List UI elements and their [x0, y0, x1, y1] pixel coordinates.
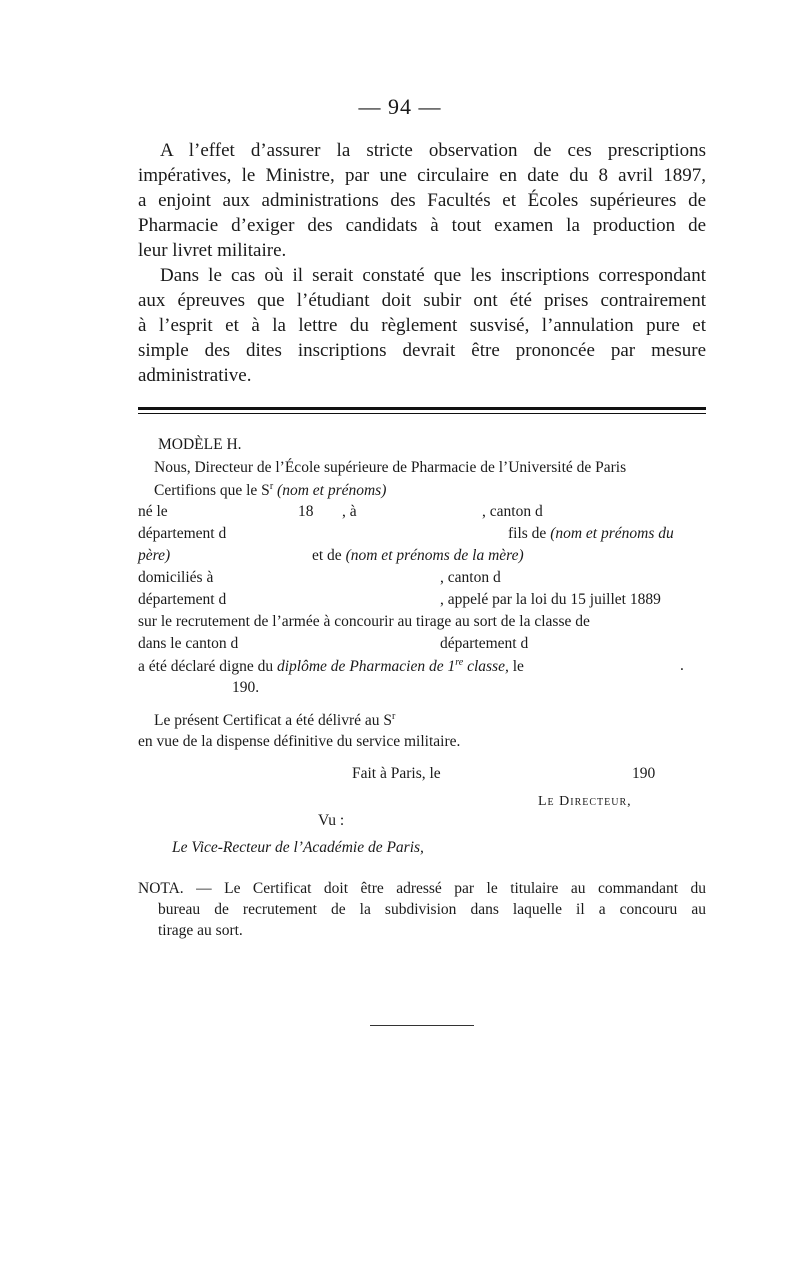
text: classe, [467, 658, 509, 676]
end-divider [370, 1025, 474, 1026]
signature-vice-recteur: Le Vice-Recteur de l’Académie de Paris, [172, 839, 424, 856]
form-field-mere [312, 547, 524, 565]
text-line: leur livret militaire. [138, 240, 287, 261]
form-field-18: 18 [298, 503, 314, 520]
text-line: impératives, le Ministre, par une circulaire en date du 8 avril 1897, [138, 165, 706, 186]
model-title: MODÈLE H. [158, 436, 242, 453]
form-fait-year: 190 [632, 765, 656, 782]
text: et de [312, 547, 342, 564]
text-line: aux épreuves que l’étudiant doit subir ont été prises contrairement [138, 290, 706, 311]
text-line: simple des dites inscriptions devrait être prononcée par mesure [138, 340, 706, 361]
form-field-departement-2: département d [138, 591, 227, 608]
form-field-departement: département d [138, 525, 227, 542]
form-field-appele: , appelé par la loi du 15 juillet 1889 [440, 591, 661, 608]
text-line: bureau de recrutement de la subdivision dans laquelle il a concouru au [158, 901, 706, 918]
signature-directeur: Le Directeur, [538, 794, 632, 809]
form-field-canton-3: dans le canton d [138, 635, 239, 652]
text: (nom et prénoms) [277, 482, 387, 500]
form-line-recrutement: sur le recrutement de l’armée à concourir au tirage au sort de la classe de [138, 613, 590, 630]
form-dot: . [680, 657, 684, 674]
text: re [455, 657, 464, 668]
vu-label: Vu : [318, 812, 345, 829]
text-line: a enjoint aux administrations des Facultés et Écoles supérieures de [138, 190, 706, 211]
form-field-domicilies: domiciliés à [138, 569, 214, 586]
form-field-a: , à [342, 503, 357, 520]
form-line-nous: Nous, Directeur de l’École supérieure de Pharmacie de l’Université de Paris [154, 459, 627, 476]
form-fait-a-paris: Fait à Paris, le [352, 765, 441, 782]
nota-block [138, 878, 706, 941]
form-line-vue: en vue de la dispense définitive du service militaire. [138, 733, 461, 750]
text: diplôme de Pharmacien de 1 [277, 658, 456, 676]
text: Certifions que le S [154, 482, 270, 500]
text: r [392, 711, 396, 722]
text: a été déclaré digne du [138, 658, 274, 676]
form-year: 190. [232, 679, 260, 696]
form-field-departement-3: département d [440, 635, 529, 652]
form-field-ne-le: né le [138, 503, 168, 520]
paragraph-1 [138, 138, 706, 263]
form-line-certifions [154, 481, 386, 500]
section-divider-thick [138, 407, 706, 410]
form-line-declare [138, 657, 524, 676]
form-field-fils [508, 525, 674, 543]
text-line: Dans le cas où il serait constaté que les inscriptions correspondant [160, 265, 706, 286]
text: le [512, 658, 524, 676]
section-divider-thin [138, 413, 706, 414]
text-line: NOTA. — Le Certificat doit être adressé par le titulaire au commandant du [138, 880, 706, 897]
paragraph-2 [138, 263, 706, 388]
form-field-pere: père) [138, 547, 171, 564]
form-field-canton: , canton d [482, 503, 543, 520]
page-number: — 94 — [358, 94, 442, 119]
form-field-canton-2: , canton d [440, 569, 501, 586]
text-line: A l’effet d’assurer la stricte observation de ces prescriptions [160, 140, 706, 161]
text: (nom et prénoms de la mère) [345, 547, 524, 564]
text-line: Pharmacie d’exiger des candidats à tout examen la production de [138, 215, 706, 236]
text-line: tirage au sort. [158, 922, 243, 939]
text: (nom et prénoms du [550, 525, 674, 542]
text-line: administrative. [138, 365, 252, 386]
text: r [269, 481, 274, 492]
text-line: à l’esprit et à la lettre du règlement susvisé, l’annulation pure et [138, 315, 706, 336]
text: fils de [508, 525, 547, 542]
text: Le présent Certificat a été délivré au S [154, 712, 392, 730]
form-line-present [154, 711, 395, 730]
